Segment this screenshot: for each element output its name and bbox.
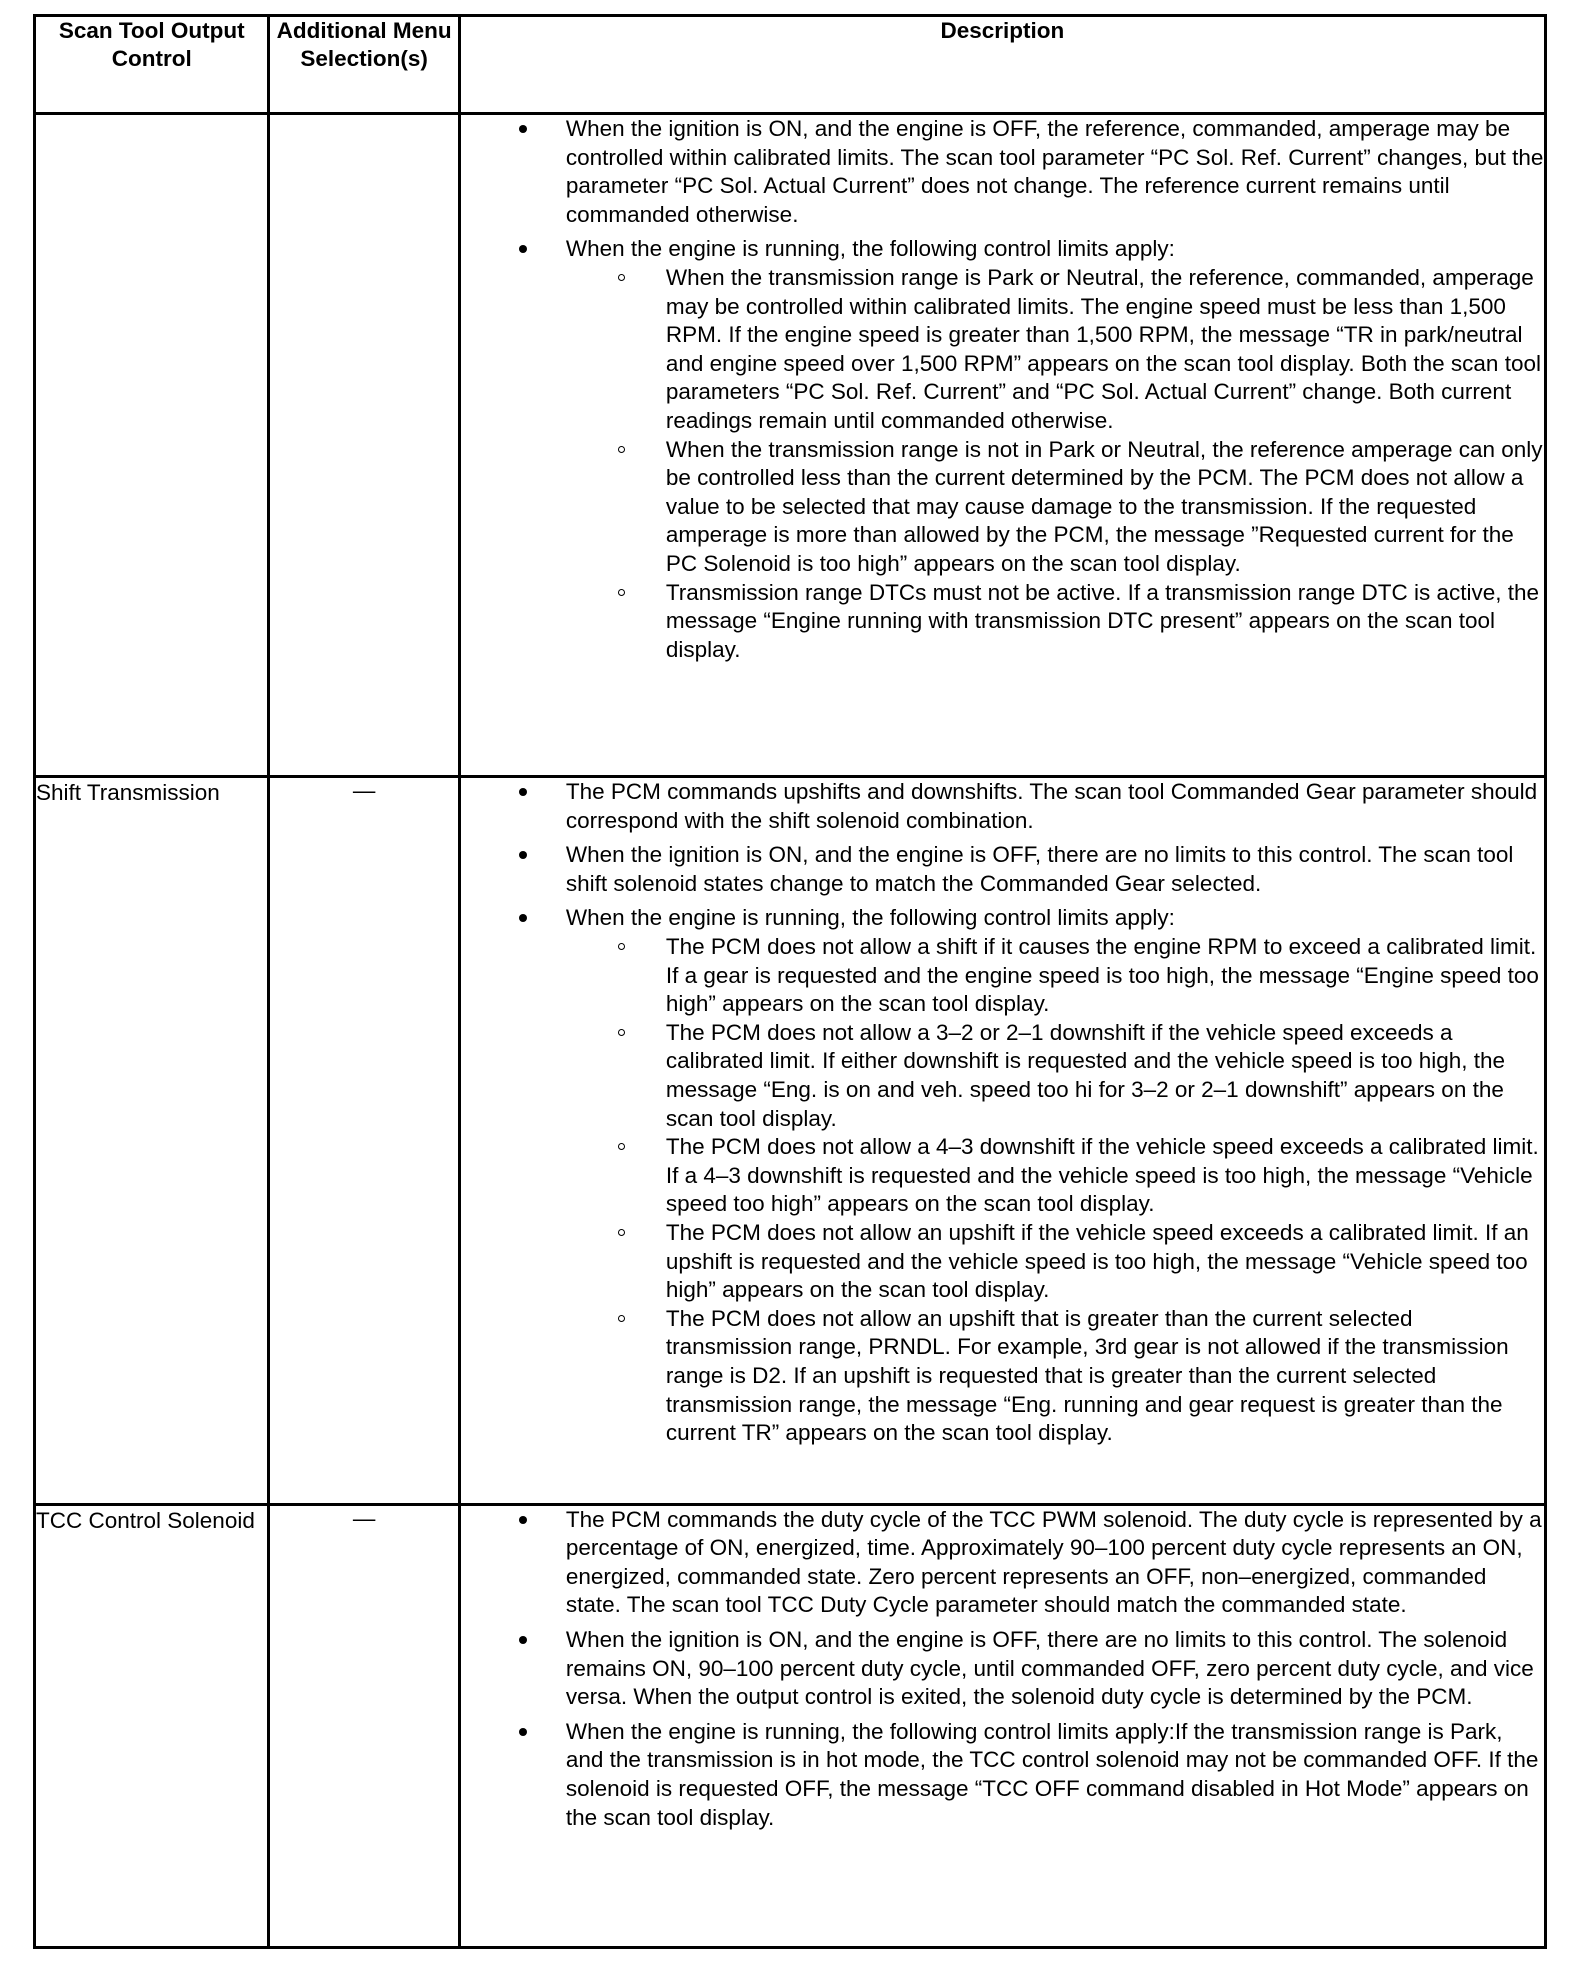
sub-bullet-text: When the transmission range is Park or Neutral, the reference, commanded, amperage may be controlled within calibrated limits. The engine speed must be less than 1,500 RPM. If the engine speed is greater than 1,500 RPM, the message “TR in park/neutral and engine speed over 1,500 RPM” appears on the scan tool display. Both the scan tool parameters “PC Sol. Ref. Current” and “PC Sol. Actual Current” change. Both current readings remain until commanded otherwise. (665, 264, 1541, 433)
description-cell (459, 777, 1545, 1505)
bullet-item (461, 1506, 1544, 1620)
sub-bullet-list (566, 933, 1544, 1448)
menu-selection-cell (269, 114, 459, 777)
bullet-text: The PCM commands the duty cycle of the TCC PWM solenoid. The duty cycle is represented by a percentage of ON, energized, time. Approximately 90–100 percent duty cycle represents an ON, energized, commanded state. Zero percent represents an OFF, non–energized, commanded state. The scan tool TCC Duty Cycle parameter should match the commanded state. (565, 1506, 1542, 1618)
bullet-text: The PCM commands upshifts and downshifts. The scan tool Commanded Gear parameter should correspond with the shift solenoid combination. (565, 779, 1538, 833)
sub-bullet-text: The PCM does not allow an upshift that is greater than the current selected transmission range, PRNDL. For example, 3rd gear is not allowed if the transmission range is D2. If an upshift is requested that is greater than the current selected transmission range, the message “Eng. running and gear request is greater than the current TR” appears on the scan tool display. (665, 1305, 1509, 1446)
bullet-item (461, 115, 1544, 229)
header-additional-menu-selections: Additional Menu Selection(s) (269, 16, 459, 114)
sub-bullet-item (566, 436, 1544, 579)
bullet-text: When the engine is running, the following control limits apply: (565, 236, 1175, 262)
control-cell: Shift Transmission (35, 777, 269, 1505)
bullet-icon (519, 125, 527, 133)
bullet-text: When the ignition is ON, and the engine is OFF, the reference, commanded, amperage may be controlled within calibrated limits. The scan tool parameter “PC Sol. Ref. Current” changes, but the parameter “PC Sol. Actual Current” does not change. The reference current remains until commanded otherwise. (565, 116, 1544, 227)
sub-bullet-item (566, 264, 1544, 436)
header-row (35, 16, 1546, 114)
description-cell (459, 1504, 1545, 1947)
bullet-list (461, 1506, 1544, 1833)
bullet-text: When the ignition is ON, and the engine is OFF, there are no limits to this control. The solenoid remains ON, 90–100 percent duty cycle, until commanded OFF, zero percent duty cycle, and vice versa. When the output control is exited, the solenoid duty cycle is determined by the PCM. (565, 1626, 1534, 1710)
bullet-item (461, 235, 1544, 664)
bullet-icon (519, 914, 527, 922)
bullet-item (461, 904, 1544, 1447)
bullet-icon (519, 245, 527, 253)
bullet-icon (519, 1516, 527, 1524)
description-cell (459, 114, 1545, 777)
sub-bullet-text: The PCM does not allow a 3–2 or 2–1 downshift if the vehicle speed exceeds a calibrated limit. If either downshift is requested and the vehicle speed is too high, the message “Eng. is on and veh. speed too hi for 3–2 or 2–1 downshift” appears on the scan tool display. (665, 1019, 1506, 1131)
menu-selection-cell: — (269, 777, 459, 1505)
bullet-list (461, 778, 1544, 1448)
hollow-bullet-icon (618, 1315, 625, 1322)
bullet-item (461, 1626, 1544, 1712)
header-description: Description (459, 16, 1545, 114)
sub-bullet-item (566, 1133, 1544, 1219)
hollow-bullet-icon (618, 1029, 625, 1036)
bullet-icon (519, 851, 527, 859)
sub-bullet-item (566, 1219, 1544, 1305)
hollow-bullet-icon (618, 943, 625, 950)
sub-bullet-item (566, 1019, 1544, 1133)
bullet-text: When the ignition is ON, and the engine is OFF, there are no limits to this control. The scan tool shift solenoid states change to match the Commanded Gear selected. (565, 842, 1514, 896)
hollow-bullet-icon (618, 1143, 625, 1150)
sub-bullet-text: The PCM does not allow a 4–3 downshift if the vehicle speed exceeds a calibrated limit. If a 4–3 downshift is requested and the vehicle speed is too high, the message “Vehicle speed too high” appears on the scan tool display. (665, 1134, 1539, 1217)
hollow-bullet-icon (618, 589, 625, 596)
bullet-icon (519, 1728, 527, 1736)
sub-bullet-list (566, 264, 1544, 664)
bullet-item (461, 1718, 1544, 1832)
bullet-text: When the engine is running, the following control limits apply:If the transmission range is Park, and the transmission is in hot mode, the TCC control solenoid may not be commanded OFF. If the solenoid is requested OFF, the message “TCC OFF command disabled in Hot Mode” appears on the scan tool display. (565, 1718, 1539, 1830)
sub-bullet-text: Transmission range DTCs must not be active. If a transmission range DTC is active, the message “Engine running with transmission DTC present” appears on the scan tool display. (665, 579, 1540, 662)
bullet-icon (519, 788, 527, 796)
table-row-pc-solenoid (35, 114, 1546, 777)
sub-bullet-text: When the transmission range is not in Park or Neutral, the reference amperage can only be controlled less than the current determined by the PCM. The PCM does not allow a value to be selected that may cause damage to the transmission. If the requested amperage is more than allowed by the PCM, the message ”Requested current for the PC Solenoid is too high” appears on the scan tool display. (665, 436, 1543, 576)
sub-bullet-text: The PCM does not allow a shift if it causes the engine RPM to exceed a calibrated limit. If a gear is requested and the engine speed is too high, the message “Engine speed too high” appears on the scan tool display. (665, 934, 1539, 1017)
sub-bullet-item (566, 1305, 1544, 1448)
sub-bullet-item (566, 933, 1544, 1019)
bullet-text: When the engine is running, the following control limits apply: (565, 905, 1175, 931)
bullet-list (461, 115, 1544, 664)
hollow-bullet-icon (618, 1229, 625, 1236)
table-row-shift-transmission (35, 777, 1546, 1505)
table-row-tcc-control-solenoid (35, 1504, 1546, 1947)
scan-tool-output-control-table (33, 14, 1547, 1949)
menu-selection-cell: — (269, 1504, 459, 1947)
bullet-item (461, 778, 1544, 835)
sub-bullet-item (566, 579, 1544, 665)
hollow-bullet-icon (618, 274, 625, 281)
control-cell (35, 114, 269, 777)
bullet-item (461, 841, 1544, 898)
hollow-bullet-icon (618, 446, 625, 453)
sub-bullet-text: The PCM does not allow an upshift if the vehicle speed exceeds a calibrated limit. If an upshift is requested and the vehicle speed is too high, the message “Vehicle speed too high” appears on the scan tool display. (665, 1219, 1529, 1303)
bullet-icon (519, 1636, 527, 1644)
control-cell: TCC Control Solenoid (35, 1504, 269, 1947)
header-scan-tool-output-control: Scan Tool Output Control (35, 16, 269, 114)
